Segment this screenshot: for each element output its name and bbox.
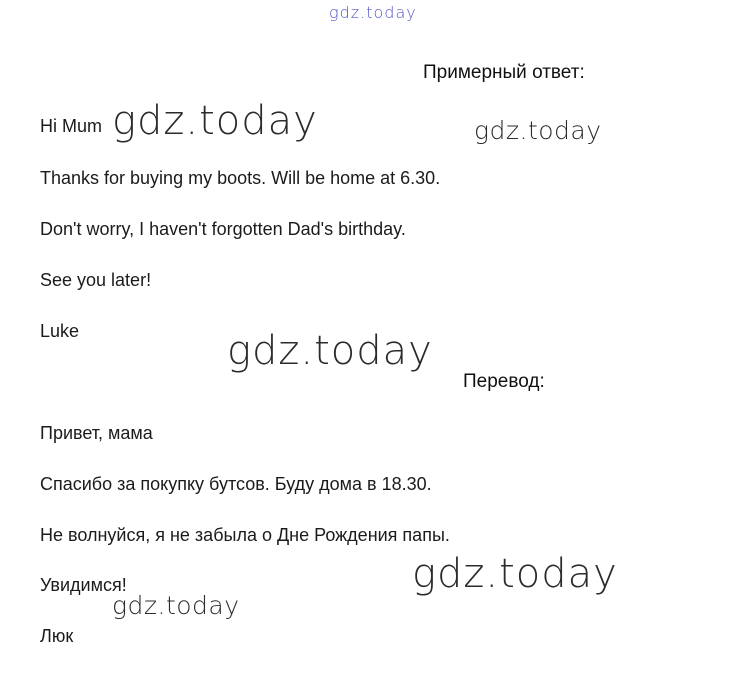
russian-letter-line-2: Не волнуйся, я не забыла о Дне Рождения папы. — [40, 525, 450, 545]
russian-letter-line-1: Спасибо за покупку бутсов. Буду дома в 18.30. — [40, 474, 432, 494]
translation-heading: Перевод: — [463, 371, 545, 392]
english-letter-line-1: Thanks for buying my boots. Will be home at 6.30. — [40, 168, 441, 188]
russian-letter-line-3: Увидимся! — [40, 575, 127, 595]
sample-answer-heading: Примерный ответ: — [423, 62, 585, 83]
english-letter-line-3: See you later! — [40, 270, 152, 290]
gdz-watermark-upper-right: gdz.today — [474, 116, 602, 145]
russian-letter-greeting: Привет, мама — [40, 423, 153, 443]
gdz-watermark-bottom-right: gdz.today — [412, 551, 618, 597]
russian-letter-signature: Люк — [40, 626, 74, 646]
english-letter-greeting: Hi Mum — [40, 116, 102, 136]
gdz-watermark-greeting: gdz.today — [112, 98, 318, 144]
gdz-watermark-top: gdz.today — [329, 3, 417, 22]
english-letter-signature: Luke — [40, 321, 80, 341]
gdz-watermark-center: gdz.today — [227, 328, 433, 374]
gdz-watermark-bottom-left: gdz.today — [112, 591, 240, 620]
english-letter-line-2: Don't worry, I haven't forgotten Dad's birthday. — [40, 219, 406, 239]
